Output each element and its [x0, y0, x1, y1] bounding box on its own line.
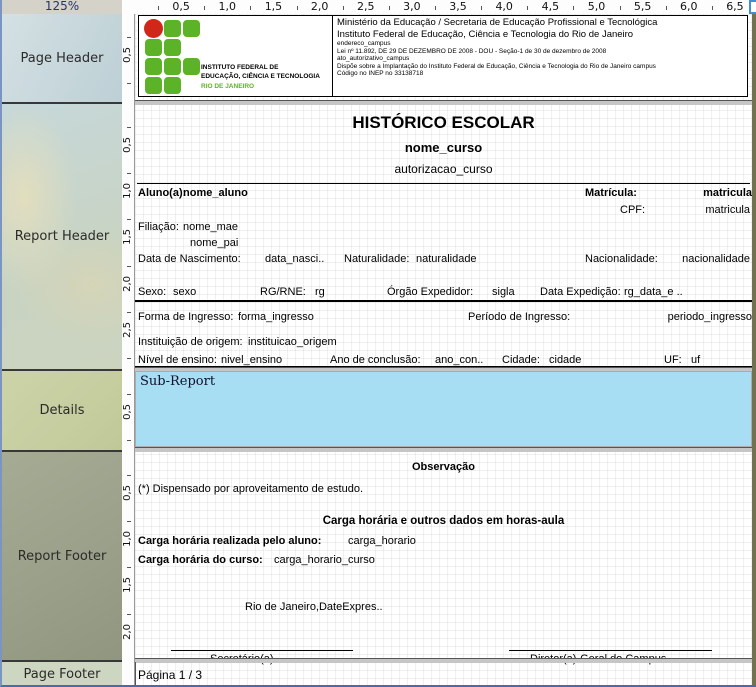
subreport-label: Sub-Report	[140, 374, 216, 389]
place-date-field[interactable]: Rio de Janeiro,DateExpres..	[245, 601, 383, 613]
vruler-tick	[127, 312, 131, 313]
section-divider-thick-line[interactable]	[135, 300, 752, 302]
cidade-value-field[interactable]: cidade	[549, 354, 582, 366]
logo-green-square-icon	[164, 77, 181, 94]
report-footer-band[interactable]	[135, 452, 752, 658]
institution-logo[interactable]	[139, 16, 333, 96]
vruler-label: 2,0	[122, 623, 133, 640]
nacionalidade-label[interactable]: Nacionalidade:	[585, 253, 658, 265]
hruler-label: 5,0	[587, 0, 606, 13]
aluno-value-field[interactable]: nome_aluno	[183, 187, 248, 199]
nivel-ensino-label[interactable]: Nível de ensino:	[138, 354, 217, 366]
logo-green-square-icon	[145, 77, 162, 94]
aluno-label[interactable]: Aluno(a):	[138, 187, 187, 199]
instituicao-origem-label[interactable]: Instituição de origem:	[138, 336, 243, 348]
hruler-tick	[481, 6, 482, 10]
institution-info-block[interactable]	[334, 16, 747, 96]
naturalidade-label[interactable]: Naturalidade:	[344, 253, 410, 265]
vruler-label: 1,5	[122, 577, 133, 594]
hruler-label: 6,5	[726, 0, 744, 13]
carga-aluno-label[interactable]: Carga horária realizada pelo aluno:	[138, 535, 322, 547]
data-expedicao-value-field[interactable]: rg_data_e ..	[624, 286, 683, 298]
vruler-tick	[127, 219, 131, 220]
vruler-label: 0,5	[122, 47, 133, 64]
logo-name-line2: EDUCAÇÃO, CIÊNCIA E TECNOLOGIA	[201, 73, 320, 80]
ruler-corner-marker	[749, 0, 756, 14]
details-band[interactable]	[135, 371, 752, 447]
band-selector-page-footer[interactable]	[2, 662, 122, 687]
hruler-tick	[158, 6, 159, 10]
cidade-label[interactable]: Cidade:	[502, 354, 540, 366]
hruler-label: 1,5	[264, 0, 283, 13]
hruler-tick	[297, 6, 298, 10]
ano-conclusao-value-field[interactable]: ano_con..	[435, 354, 484, 366]
vruler-tick	[127, 475, 131, 476]
hruler-tick	[527, 6, 528, 10]
report-header-band[interactable]	[135, 104, 752, 367]
vertical-ruler	[122, 14, 135, 687]
horizontal-ruler	[122, 0, 750, 15]
report-title-field[interactable]: HISTÓRICO ESCOLAR	[352, 113, 535, 132]
logo-green-square-icon	[164, 20, 181, 37]
page-header-frame[interactable]	[138, 15, 748, 97]
logo-green-square-icon	[164, 39, 181, 56]
zoom-level-value: 125%	[44, 0, 80, 13]
data-expedicao-label[interactable]: Data Expedição:	[540, 286, 621, 298]
nacionalidade-value-field[interactable]: nacionalidade	[682, 253, 750, 265]
vruler-tick	[127, 614, 131, 615]
hruler-tick	[389, 6, 390, 10]
vruler-tick	[127, 567, 131, 568]
hruler-label: 2,5	[357, 0, 375, 13]
orgao-expedidor-value-field[interactable]: sigla	[492, 286, 515, 298]
carga-aluno-value-field[interactable]: carga_horario	[348, 535, 416, 547]
info-institute-line: Instituto Federal de Educação, Ciência e Tecnologia do Rio de Janeiro	[337, 28, 634, 40]
band-label-report-footer: Report Footer	[17, 548, 107, 564]
hruler-tick	[620, 6, 621, 10]
info-lei-line: Lei nº 11.892, DE 29 DE DEZEMBRO DE 2008 - DOU - Seção-1 de 30 de dezembro de 2008	[337, 47, 607, 55]
vruler-tick	[127, 358, 131, 359]
band-selector-report-header[interactable]	[2, 104, 122, 371]
logo-green-square-icon	[183, 58, 200, 75]
cpf-value-field[interactable]: matricula	[705, 204, 750, 216]
vruler-tick	[127, 127, 131, 128]
hruler-label: 1,0	[218, 0, 237, 13]
secretary-signature-line[interactable]	[171, 650, 353, 651]
logo-green-square-icon	[145, 58, 162, 75]
band-label-column	[2, 14, 122, 687]
naturalidade-value-field[interactable]: naturalidade	[416, 253, 477, 265]
cpf-label[interactable]: CPF:	[620, 204, 646, 216]
nascimento-value-field[interactable]: data_nasci..	[265, 253, 325, 265]
filiacao-label[interactable]: Filiação:	[138, 221, 179, 233]
carga-horaria-title-field[interactable]: Carga horária e outros dados em horas-aula	[322, 515, 565, 527]
page-edge-strip	[752, 14, 756, 687]
course-name-field[interactable]: nome_curso	[404, 140, 483, 155]
vruler-tick	[127, 83, 131, 84]
dispensado-note-field[interactable]: (*) Dispensado por aproveitamento de estudo.	[138, 483, 364, 495]
vruler-label: 0,5	[122, 137, 133, 154]
logo-green-square-icon	[183, 20, 200, 37]
report-design-canvas[interactable]	[135, 14, 752, 687]
carga-curso-value-field[interactable]: carga_horario_curso	[274, 554, 375, 566]
vruler-tick	[127, 173, 131, 174]
vruler-label: 0,5	[122, 485, 133, 502]
vruler-label: 1,0	[122, 183, 133, 200]
info-endereco-campus: endereco_campus	[337, 40, 391, 47]
matricula-label[interactable]: Matrícula:	[585, 187, 637, 199]
hruler-tick	[343, 6, 344, 10]
info-dispoe-line: Dispõe sobre a Implantação do Instituto Federal de Educação, Ciência e Tecnologia do Rio de Janeiro campus	[337, 62, 656, 70]
vruler-label: 2,0	[122, 275, 133, 292]
mae-value-field[interactable]: nome_mae	[183, 221, 239, 233]
band-label-report-header: Report Header	[14, 229, 110, 244]
forma-ingresso-value-field[interactable]: forma_ingresso	[238, 311, 314, 323]
sexo-value-field[interactable]: sexo	[173, 286, 197, 298]
hruler-label: 3,0	[403, 0, 421, 13]
vruler-tick	[127, 394, 131, 395]
sexo-label[interactable]: Sexo:	[138, 286, 167, 298]
hruler-label: 6,0	[680, 0, 698, 13]
band-label-details: Details	[39, 403, 85, 418]
hruler-tick	[573, 6, 574, 10]
rg-label[interactable]: RG/RNE:	[260, 286, 306, 298]
hruler-label: 5,5	[633, 0, 652, 13]
ano-conclusao-label[interactable]: Ano de conclusão:	[330, 354, 421, 366]
hruler-tick	[435, 6, 436, 10]
zoom-level-display	[2, 0, 122, 15]
logo-green-square-icon	[145, 39, 162, 56]
pai-value-field[interactable]: nome_pai	[190, 237, 239, 249]
vruler-label: 0,5	[122, 404, 133, 421]
logo-name-line1: INSTITUTO FEDERAL DE	[201, 64, 279, 71]
band-selector-page-header[interactable]	[2, 14, 122, 104]
periodo-ingresso-label[interactable]: Período de Ingresso:	[468, 311, 571, 323]
vruler-tick	[127, 266, 131, 267]
forma-ingresso-label[interactable]: Forma de Ingresso:	[138, 311, 234, 323]
subreport-element[interactable]	[135, 371, 752, 447]
hruler-tick	[666, 6, 667, 10]
instituicao-origem-value-field[interactable]: instituicao_origem	[248, 336, 337, 348]
matricula-value-field[interactable]: matricula	[703, 187, 752, 199]
hruler-label: 3,5	[449, 0, 467, 13]
vruler-tick	[127, 440, 131, 441]
section-divider-line[interactable]	[137, 183, 750, 184]
hruler-tick	[712, 6, 713, 10]
vruler-label: 1,0	[122, 531, 133, 548]
rg-value-field[interactable]: rg	[315, 286, 325, 298]
hruler-label: 4,0	[495, 0, 513, 13]
vruler-tick	[127, 521, 131, 522]
hruler-tick	[204, 6, 205, 10]
info-ato-autorizativo: ato_autorizativo_campus	[337, 55, 410, 62]
vruler-label: 1,5	[122, 229, 133, 246]
page-header-band[interactable]	[135, 14, 752, 100]
nivel-ensino-value-field[interactable]: nivel_ensino	[221, 354, 283, 366]
band-label-page-footer: Page Footer	[23, 667, 101, 682]
uf-value-field[interactable]: uf	[691, 354, 701, 366]
hruler-label: 2,0	[310, 0, 329, 13]
logo-red-circle-icon	[144, 19, 163, 38]
orgao-expedidor-label[interactable]: Órgão Expedidor:	[387, 286, 474, 298]
hruler-tick	[250, 6, 251, 10]
info-codigo-inep: Código no INEP no 33138718	[337, 70, 424, 77]
logo-name-line3: RIO DE JANEIRO	[201, 83, 255, 90]
band-selector-report-footer[interactable]	[2, 452, 122, 662]
nascimento-label[interactable]: Data de Nascimento:	[138, 253, 241, 265]
page-number-field[interactable]: Página 1 / 3	[138, 668, 203, 682]
logo-green-square-icon	[164, 58, 181, 75]
band-selector-details[interactable]	[2, 371, 122, 452]
director-signature-line[interactable]	[509, 650, 712, 651]
uf-label[interactable]: UF:	[664, 354, 682, 366]
band-label-page-header: Page Header	[20, 50, 104, 66]
course-authorization-field[interactable]: autorizacao_curso	[394, 162, 493, 176]
page-footer-band[interactable]	[135, 662, 752, 687]
vruler-label: 2,5	[122, 321, 133, 338]
hruler-label: 4,5	[541, 0, 560, 13]
periodo-ingresso-value-field[interactable]: periodo_ingresso	[667, 311, 752, 323]
carga-curso-label[interactable]: Carga horária do curso:	[138, 554, 263, 566]
vruler-tick	[127, 37, 131, 38]
hruler-label: 0,5	[172, 0, 190, 13]
observacao-title-field[interactable]: Observação	[412, 461, 475, 473]
info-ministry-line: Ministério da Educação / Secretaria de Educação Profissional e Tecnológica	[337, 17, 658, 28]
